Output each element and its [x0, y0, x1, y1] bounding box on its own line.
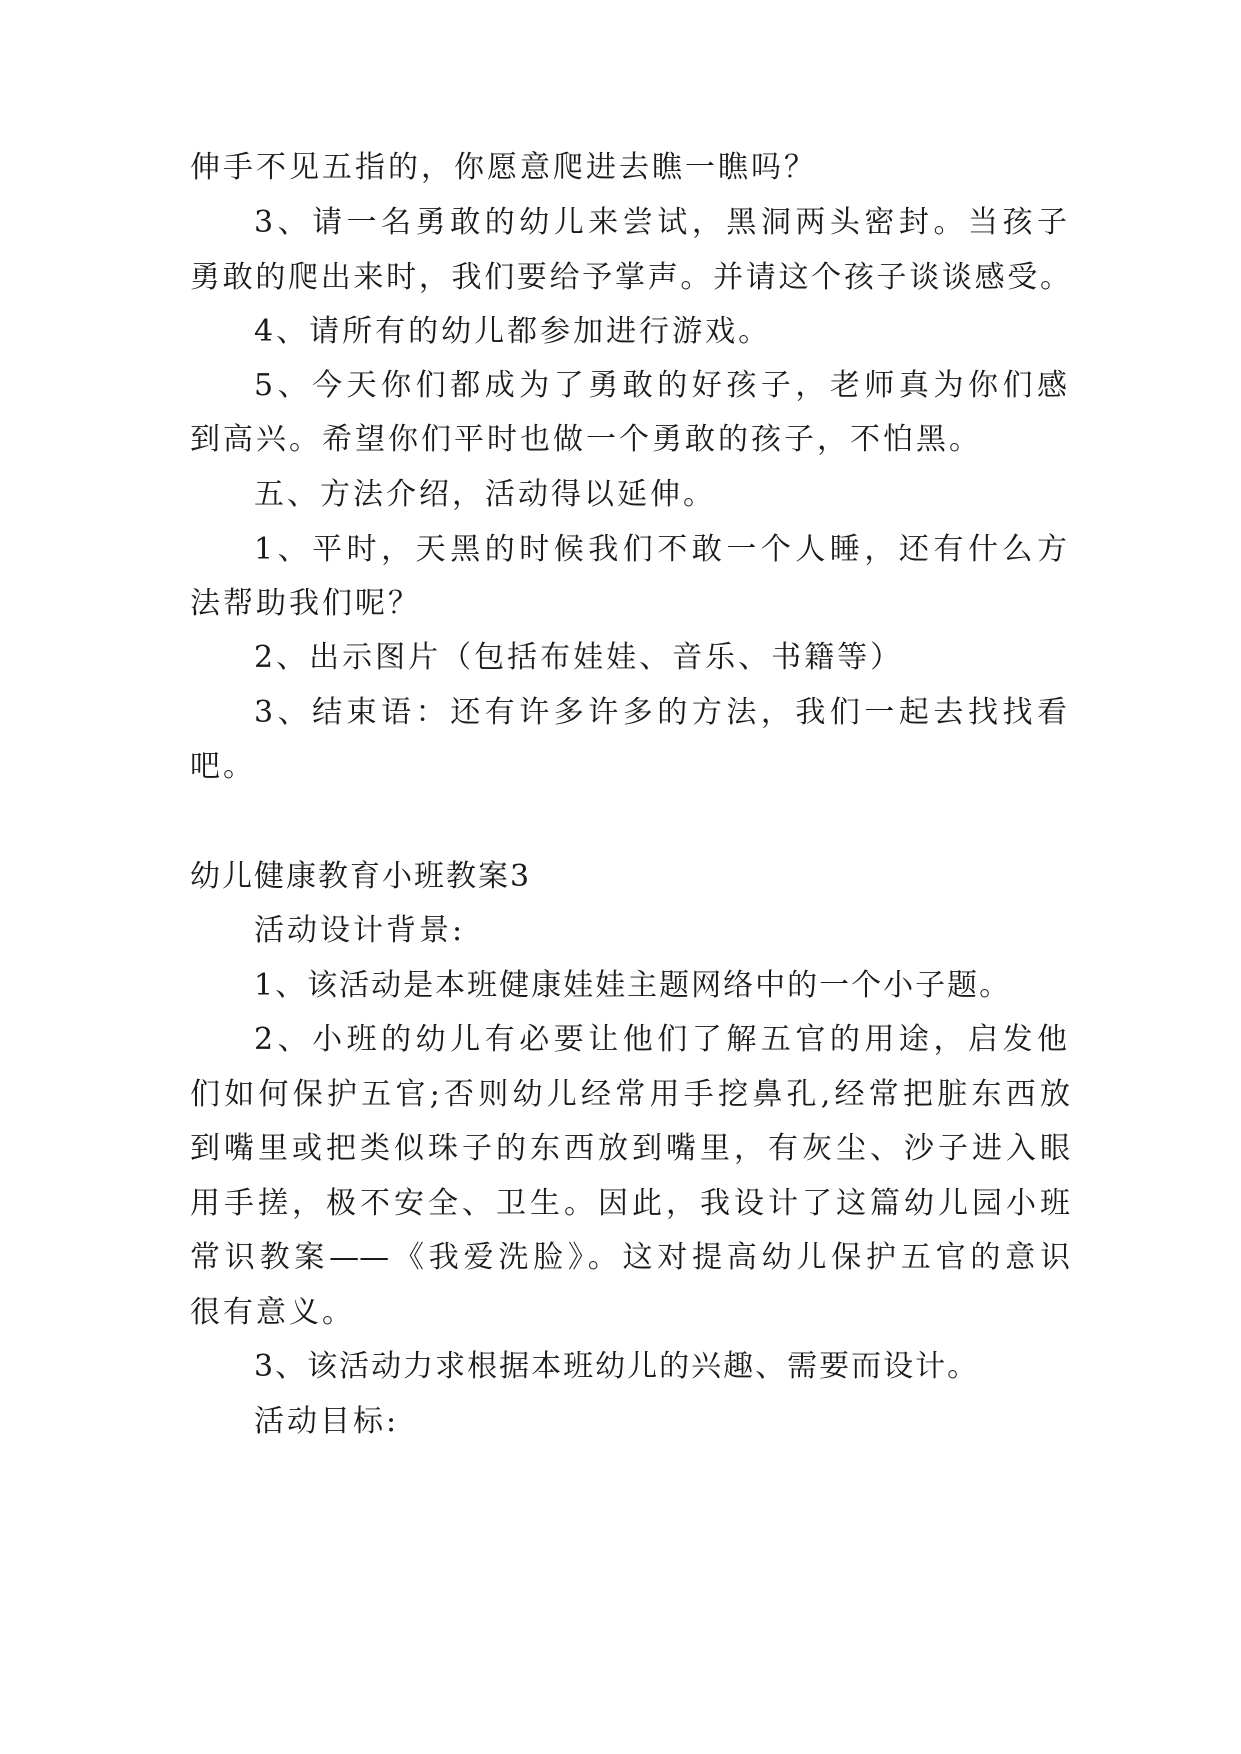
- paragraph-line: 3、结束语：还有许多许多的方法，我们一起去找找看: [254, 695, 1070, 730]
- paragraph-line: 到嘴里或把类似珠子的东西放到嘴里，有灰尘、沙子进入眼: [190, 1131, 1070, 1166]
- paragraph-line: 1、平时，天黑的时候我们不敢一个人睡，还有什么方: [254, 532, 1070, 567]
- paragraph-line: 4、请所有的幼儿都参加进行游戏。: [254, 314, 772, 349]
- paragraph-line: 3、该活动力求根据本班幼儿的兴趣、需要而设计。: [254, 1349, 980, 1384]
- paragraph-line: 勇敢的爬出来时，我们要给予掌声。并请这个孩子谈谈感受。: [190, 260, 1070, 295]
- paragraph-line: 用手搓，极不安全、卫生。因此，我设计了这篇幼儿园小班: [190, 1186, 1070, 1221]
- section-heading: 活动目标:: [254, 1404, 400, 1439]
- paragraph-line: 1、该活动是本班健康娃娃主题网络中的一个小子题。: [254, 968, 1012, 1003]
- section-heading: 活动设计背景:: [254, 913, 466, 948]
- paragraph-line: 到高兴。希望你们平时也做一个勇敢的孩子，不怕黑。: [190, 422, 982, 457]
- paragraph-line: 们如何保护五官;否则幼儿经常用手挖鼻孔,经常把脏东西放: [190, 1077, 1070, 1112]
- paragraph-line: 常识教案——《我爱洗脸》。这对提高幼儿保护五官的意识: [190, 1240, 1070, 1275]
- paragraph-line: 3、请一名勇敢的幼儿来尝试，黑洞两头密封。当孩子: [254, 205, 1070, 240]
- paragraph-line: 伸手不见五指的，你愿意爬进去瞧一瞧吗？: [190, 150, 817, 185]
- document-title: 幼儿健康教育小班教案3: [190, 859, 532, 894]
- paragraph-line: 很有意义。: [190, 1295, 355, 1330]
- paragraph-line: 5、今天你们都成为了勇敢的好孩子，老师真为你们感: [254, 368, 1070, 403]
- paragraph-line: 法帮助我们呢？: [190, 586, 421, 621]
- paragraph-line: 2、小班的幼儿有必要让他们了解五官的用途，启发他: [254, 1022, 1070, 1057]
- section-heading: 五、方法介绍，活动得以延伸。: [254, 477, 716, 512]
- paragraph-line: 2、出示图片（包括布娃娃、音乐、书籍等）: [254, 640, 904, 675]
- paragraph-line: 吧。: [190, 749, 256, 784]
